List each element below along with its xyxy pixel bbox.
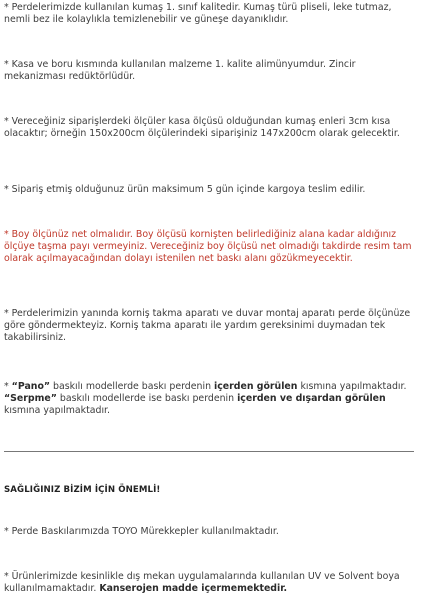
health-heading: SAĞLIĞINIZ BİZİM İÇİN ÖNEMLİ! bbox=[4, 485, 161, 495]
shipping-paragraph: * Sipariş etmiş olduğunuz ürün maksimum 5 gün içinde kargoya teslim edilir. bbox=[4, 184, 366, 195]
carcinogen-note: Kanserojen madde içermemektedir. bbox=[99, 583, 288, 595]
measurement-paragraph: * Vereceğiniz siparişlerdeki ölçüler kasa ölçüsü olduğundan kumaş enleri 3cm kısa olacaktır; örneğin 150x200cm ölçülerindeki siparişiniz 147x200cm olarak gelecektir. bbox=[4, 116, 400, 140]
fabric-quality-paragraph: * Perdelerimizde kullanılan kumaş 1. sınıf kalitedir. Kumaş türü pliseli, leke tutmaz, nemli bez ile kolaylıkla temizlenebilir ve güneşe dayanıklıdır. bbox=[4, 2, 392, 26]
frame-material-paragraph: * Kasa ve boru kısmında kullanılan malzeme 1. kalite alimünyumdur. Zincir mekanizması redüktörlüdür. bbox=[4, 59, 356, 83]
height-warning-paragraph: * Boy ölçünüz net olmalıdır. Boy ölçüsü kornişten belirlediğiniz alana kadar aldığınız ölçüye taşma payı vermeyiniz. Vereceğiniz boy ölçüsü net olmadığı takdirde resim tam olarak açılmayacağından dolayı istenilen net baskı alanı gözükmeyecektir. bbox=[4, 229, 412, 265]
pano-label: “Pano” bbox=[11, 381, 51, 392]
serpme-label: “Serpme” bbox=[4, 393, 57, 405]
print-type-paragraph: * “Pano” baskılı modellerde baskı perdenin içerden görülen kısmına yapılmaktadır. “Serpme” baskılı modellerde ise baskı perdenin içerden ve dışardan görülen kısmına yapılmaktadır. bbox=[4, 381, 407, 417]
ink-paragraph: * Perde Baskılarımızda TOYO Mürekkepler kullanılmaktadır. bbox=[4, 526, 279, 537]
divider bbox=[4, 451, 414, 452]
uv-solvent-paragraph: * Ürünlerimizde kesinlikle dış mekan uygulamalarında kullanılan UV ve Solvent boya kullanılmamaktadır. Kanserojen madde içermemektedir. bbox=[4, 571, 400, 595]
mounting-paragraph: * Perdelerimizin yanında korniş takma aparatı ve duvar montaj aparatı perde ölçünüze göre göndermekteyiz. Korniş takma aparatı ile yardım gereksinimi duymadan tek takabilirsiniz. bbox=[4, 308, 411, 344]
